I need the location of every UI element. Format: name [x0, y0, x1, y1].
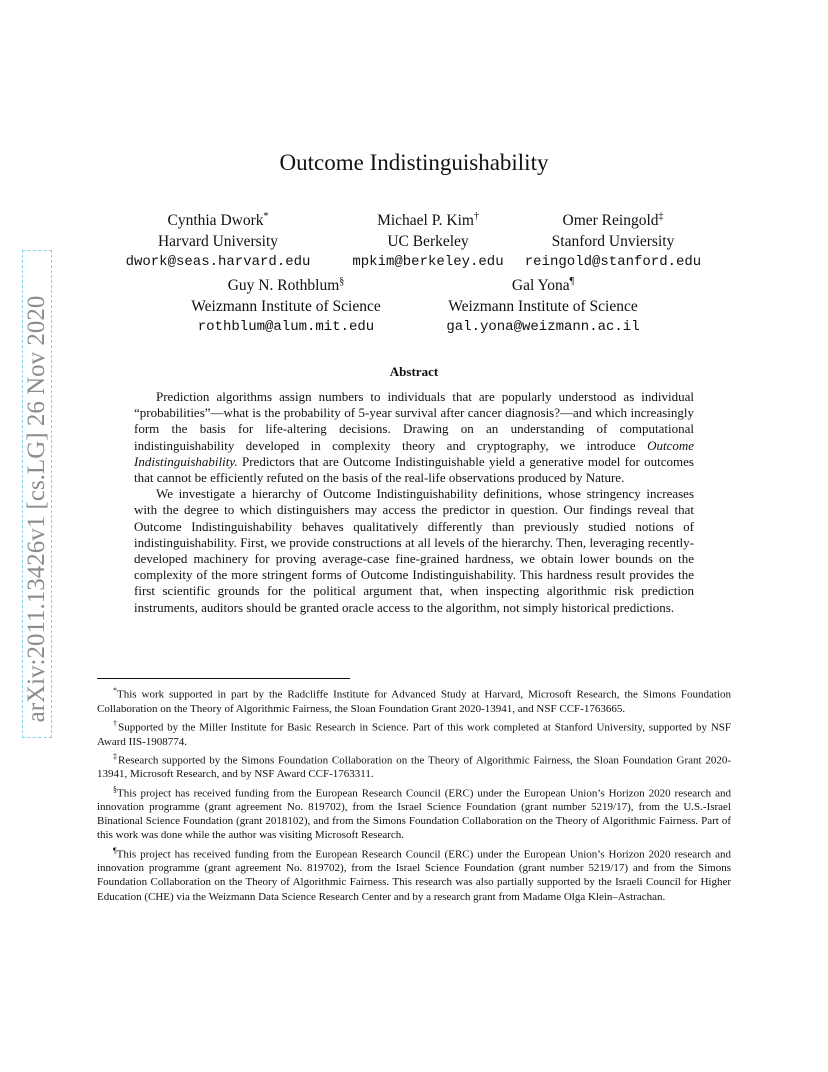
author-block-1	[118, 206, 318, 273]
footnote	[97, 717, 731, 749]
footnote-mark: †	[113, 718, 119, 728]
footnote	[97, 844, 731, 904]
footnote-mark: ¶	[113, 845, 117, 855]
author-block-2	[328, 206, 528, 273]
abstract-paragraph-1	[134, 389, 694, 486]
footnote-text: This work supported in part by the Radcliffe Institute for Advanced Study at Harvard, Microsoft Research, the Simons Foundation Collaboration on the Theory of Algorithmic Fairness, the Sloan Foundation Grant 2020-13941, and NSF CCF-1763665.	[97, 688, 731, 715]
abstract-heading: Abstract	[389, 364, 439, 379]
author-email: rothblum@alum.mit.edu	[197, 319, 375, 336]
author-block-5	[418, 271, 668, 338]
author-affiliation: Weizmann Institute of Science	[191, 298, 381, 316]
footnote	[97, 684, 731, 716]
author-affiliation: UC Berkeley	[387, 233, 469, 251]
footnote-mark: §	[113, 784, 117, 794]
footnotes	[97, 684, 731, 905]
author-mark: †	[473, 211, 479, 222]
footnote-text: Supported by the Miller Institute for Basic Research in Science. Part of this work completed at Stanford University, supported by NSF Award IIS-1908774.	[97, 721, 732, 748]
author-mark: ¶	[569, 276, 575, 287]
footnote-text: This project has received funding from the European Research Council (ERC) under the European Union’s Horizon 2020 research and innovation programme (grant agreement No. 819702), from the Israel Science Foundation (grant number 5219/17), from the U.S.-Israel Binational Science Foundation (grant 2018102), and from the Simons Foundation Collaboration on the Theory of Algorithmic Fairness. Part of this work was done while the author was visiting Microsoft Research.	[97, 787, 731, 842]
paper-title: Outcome Indistinguishability	[279, 150, 549, 175]
footnote-rule	[97, 678, 350, 679]
author-affiliation: Stanford Unviersity	[551, 233, 675, 251]
author-name: Gal Yona	[511, 277, 570, 295]
author-block-4	[166, 271, 406, 338]
footnote	[97, 750, 731, 782]
author-name: Michael P. Kim	[377, 212, 474, 230]
abstract-body	[134, 389, 694, 616]
footnote	[97, 783, 731, 843]
footnote-text: Research supported by the Simons Foundation Collaboration on the Theory of Algorithmic Fairness, the Sloan Foundation Grant 2020-13941, Microsoft Research, and by NSF Award CCF-1763311.	[97, 754, 731, 781]
abstract-paragraph-2: We investigate a hierarchy of Outcome Indistinguishability definitions, whose stringency increases with the degree to which distinguishers may access the predictor in question. Our findings reveal that Outcome Indistinguishability behaves qualitatively differently than previously studied notions of indistinguishability. First, we provide constructions at all levels of the hierarchy. Then, leveraging recently-developed machinery for proving average-case fine-grained hardness, we obtain lower bounds on the complexity of the more stringent forms of Outcome Indistinguishability. This hardness result provides the first scientific grounds for the political argument that, when inspecting algorithmic risk prediction instruments, auditors should be granted oracle access to the algorithm, not simply historical predictions.	[134, 486, 694, 615]
author-email: gal.yona@weizmann.ac.il	[446, 319, 640, 336]
author-mark: *	[263, 211, 269, 222]
arxiv-identifier: arXiv:2011.13426v1 [cs.LG] 26 Nov 2020	[23, 295, 50, 723]
author-email: reingold@stanford.edu	[524, 254, 702, 271]
footnote-mark: *	[113, 686, 117, 695]
abstract-emphasis: Outcome Indistinguishability.	[134, 437, 694, 469]
author-name: Guy N. Rothblum	[227, 277, 340, 295]
author-mark: §	[339, 276, 345, 287]
author-affiliation: Weizmann Institute of Science	[448, 298, 638, 316]
abstract-text: Predictors that are Outcome Indistinguishable yield a generative model for outcomes that cannot be efficiently refuted on the basis of the real-life observations produced by Nature.	[134, 453, 694, 486]
abstract-text: Prediction algorithms assign numbers to individuals that are popularly understood as individual “probabilities”—what is the probability of 5-year survival after cancer diagnosis?—and which increasingly form the basis for life-altering decisions. Drawing on an understanding of computational indistinguishability developed in complexity theory and cryptography, we introduce	[134, 389, 694, 453]
footnote-mark: ‡	[113, 751, 119, 761]
author-mark: ‡	[658, 211, 664, 222]
author-email: mpkim@berkeley.edu	[352, 254, 504, 271]
author-block-3	[508, 206, 718, 273]
footnote-text: This project has received funding from the European Research Council (ERC) under the European Union’s Horizon 2020 research and innovation programme (grant agreement No. 819702), from the Israel Science Foundation (grant number 5219/17) and from the Simons Foundation Collaboration on the Theory of Algorithmic Fairness. This research was also partially supported by the Israeli Council for Higher Education (CHE) via the Weizmann Data Science Research Center and by a research grant from Madame Olga Klein–Astrachan.	[97, 848, 731, 903]
author-email: dwork@seas.harvard.edu	[125, 254, 311, 271]
author-name: Omer Reingold	[562, 212, 659, 230]
author-name: Cynthia Dwork	[167, 212, 264, 230]
author-affiliation: Harvard University	[157, 233, 279, 251]
